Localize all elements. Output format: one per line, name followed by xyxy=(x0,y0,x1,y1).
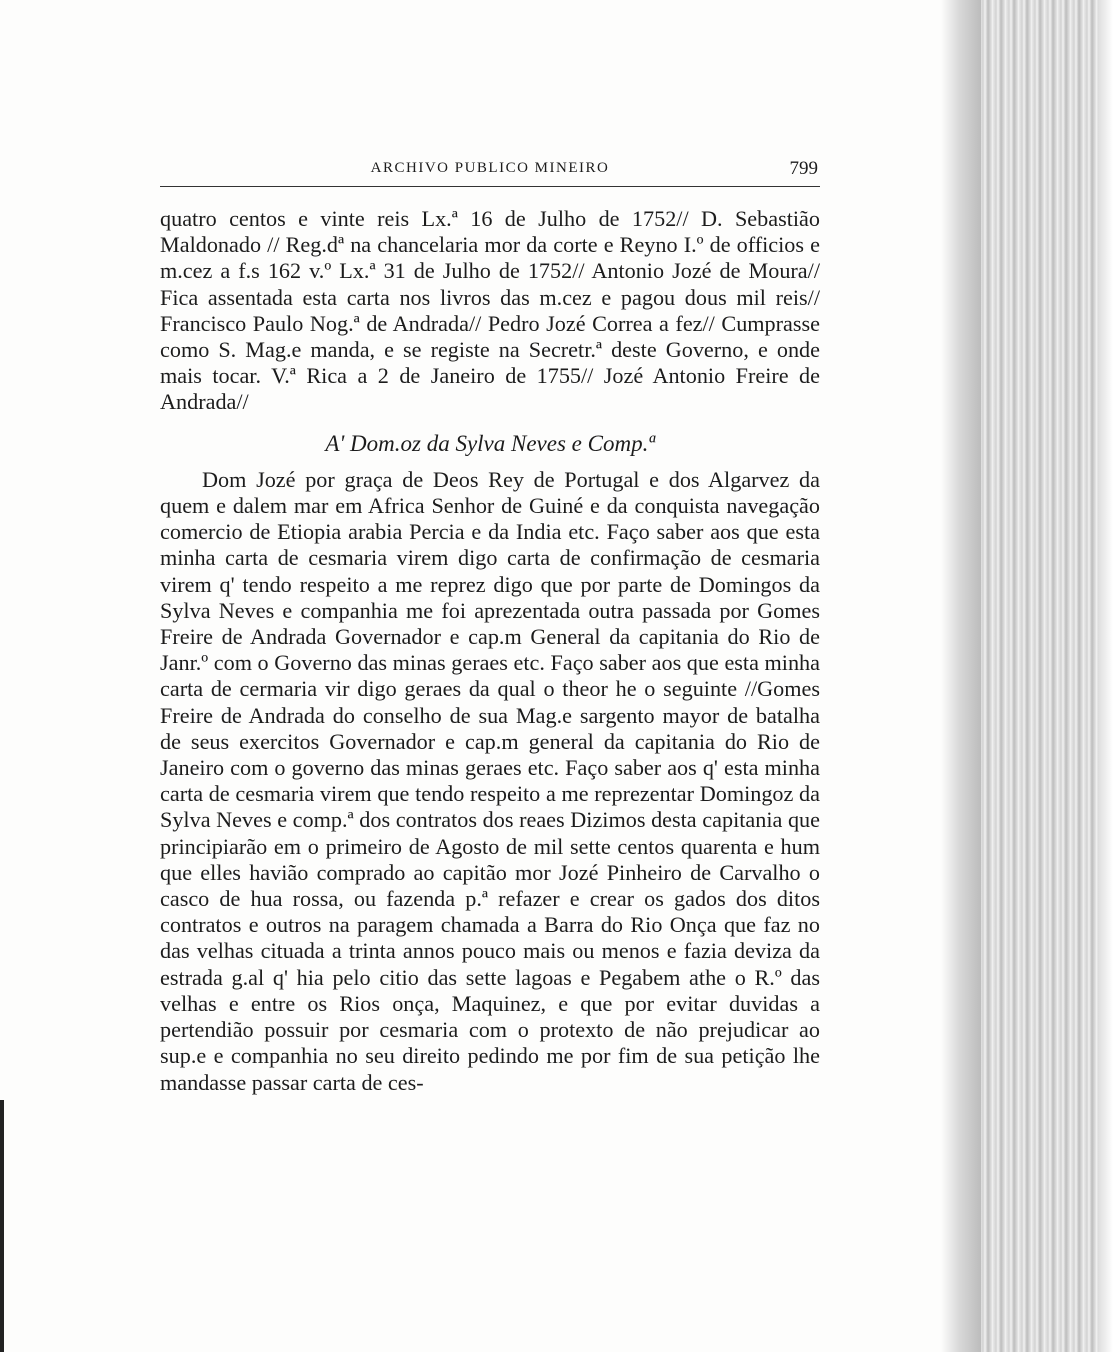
body-text xyxy=(160,206,820,1096)
paragraph-1: quatro centos e vinte reis Lx.ª 16 de Julho de 1752// D. Sebastião Maldonado // Reg.dª na chancelaria mor da corte e Reyno I.º de officios e m.cez a f.s 162 v.º Lx.ª 31 de Julho de 1752// Antonio Jozé de Moura// Fica assentada esta carta nos livros das m.cez e pagou dous mil reis// Francisco Paulo Nog.ª de Andrada// Pedro Jozé Correa a fez// Cumprasse como S. Mag.e manda, e se registe na Secretr.ª deste Governo, e onde mais tocar. V.ª Rica a 2 de Janeiro de 1755// Jozé Antonio Freire de Andrada// xyxy=(160,206,820,415)
header-rule xyxy=(160,186,820,187)
left-scan-edge xyxy=(0,1100,4,1352)
page-header xyxy=(160,152,820,192)
running-title: ARCHIVO PUBLICO MINEIRO xyxy=(370,160,610,176)
page-number: 799 xyxy=(789,158,818,179)
paragraph-2: Dom Jozé por graça de Deos Rey de Portugal e dos Algarvez da quem e dalem mar em Africa Senhor de Guiné e da conquista navegação comercio de Etiopia arabia Percia e da India etc. Faço saber aos que esta minha carta de cesmaria virem digo carta de confirmação de cesmaria virem q' tendo respeito a me reprez digo que por parte de Domingos da Sylva Neves e companhia me foi aprezentada outra passada por Gomes Freire de Andrada Governador e cap.m General da capitania do Rio de Janr.º com o Governo das minas geraes etc. Faço saber aos que esta minha carta de cermaria vir digo geraes da qual o theor he o seguinte //Gomes Freire de Andrada do conselho de sua Mag.e sargento mayor de batalha de seus exercitos Governador e cap.m general da capitania do Rio de Janeiro com o governo das minas geraes etc. Faço saber aos q' esta minha carta de cesmaria virem que tendo respeito a me reprezentar Domingoz da Sylva Neves e comp.ª dos contratos dos reaes Dizimos desta capitania que principiarão em o primeiro de Agosto de mil sette centos quarenta e hum que elles havião comprado ao capitão mor Jozé Pinheiro de Carvalho o casco de hua rossa, ou fazenda p.ª refazer e crear os gados dos ditos contratos e outros na paragem chamada a Barra do Rio Onça que faz no das velhas cituada a trinta annos pouco mais ou menos e fazia deviza da estrada g.al q' hia pelo citio das sette lagoas e Pegabem athe o R.º das velhas e entre os Rios onça, Maquinez, e que por evitar duvidas a pertendião possuir por cesmaria com o protexto de não prejudicar ao sup.e e companhia no seu direito pedindo me por fim de sua petição lhe mandasse passar carta de ces- xyxy=(160,466,820,1095)
page-binding-shadow xyxy=(941,0,1113,1352)
section-heading: A' Dom.oz da Sylva Neves e Comp.ª xyxy=(325,430,655,456)
binding-edge xyxy=(1099,0,1113,1352)
binding-gradient xyxy=(941,0,981,1352)
